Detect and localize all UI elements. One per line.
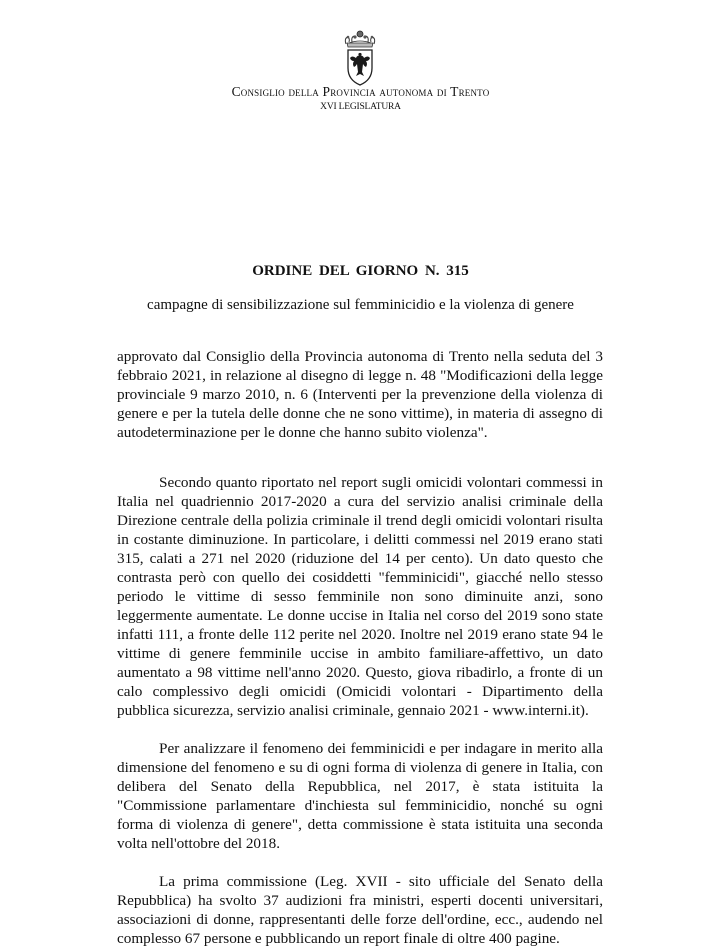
council-name: Consiglio della Provincia autonoma di Trento	[231, 84, 490, 99]
legislature-label: XVI LEGISLATURA	[320, 102, 401, 112]
coat-of-arms-icon	[341, 28, 379, 86]
body-paragraph: Per analizzare il fenomeno dei femminicidi e per indagare in merito alla dimensione del fenomeno e su di ogni forma di violenza di genere in Italia, con delibera del Senato della Repubblica, nel 2017, è stata istituita la "Commissione parlamentare d'inchiesta sul femminicidio, nonché su ogni forma di violenza di genere", detta commissione è stata istituita una seconda volta nell'ottobre del 2018.	[117, 740, 603, 852]
document-title: ORDINE DEL GIORNO N. 315	[252, 263, 469, 279]
approval-paragraph: approvato dal Consiglio della Provincia autonoma di Trento nella seduta del 3 febbraio 2021, in relazione al disegno di legge n. 48 "Modificazioni della legge provinciale 9 marzo 2010, n. 6 (Interventi per la prevenzione della violenza di genere e per la tutela delle donne che ne sono vittime), in materia di assegno di autodeterminazione per le donne che hanno subito violenza".	[117, 348, 603, 441]
document-body	[117, 347, 603, 948]
body-paragraph: La prima commissione (Leg. XVII - sito ufficiale del Senato della Repubblica) ha svolto 37 audizioni fra ministri, esperti docenti universitari, associazioni di donne, rappresentanti delle forze dell'ordine, ecc., audendo nel complesso 67 persone e pubblicando un report finale di oltre 400 pagine.	[117, 873, 603, 947]
body-paragraph: Secondo quanto riportato nel report sugli omicidi volontari commessi in Italia nel quadriennio 2017-2020 a cura del servizio analisi criminale della Direzione centrale della polizia criminale il trend degli omicidi volontari risulta in costante diminuzione. In particolare, i delitti commessi nel 2019 erano stati 315, calati a 271 nel 2020 (riduzione del 14 per cento). Un dato questo che contrasta però con quello dei cosiddetti "femminicidi", giacché nello stesso periodo le vittime di sesso femminile non sono diminuite anzi, sono leggermente aumentate. Le donne uccise in Italia nel corso del 2019 sono state infatti 111, a fronte delle 112 perite nel 2020. Inoltre nel 2019 erano state 94 le vittime di genere femminile uccise in ambito familiare-affettivo, un dato aumentato a 98 vittime nell'anno 2020. Questo, giova ribadirlo, a fronte di un calo complessivo degli omicidi (Omicidi volontari - Dipartimento della pubblica sicurezza, servizio analisi criminale, gennaio 2021 - www.interni.it).	[117, 474, 603, 719]
document-subtitle: campagne di sensibilizzazione sul femminicidio e la violenza di genere	[147, 297, 574, 313]
